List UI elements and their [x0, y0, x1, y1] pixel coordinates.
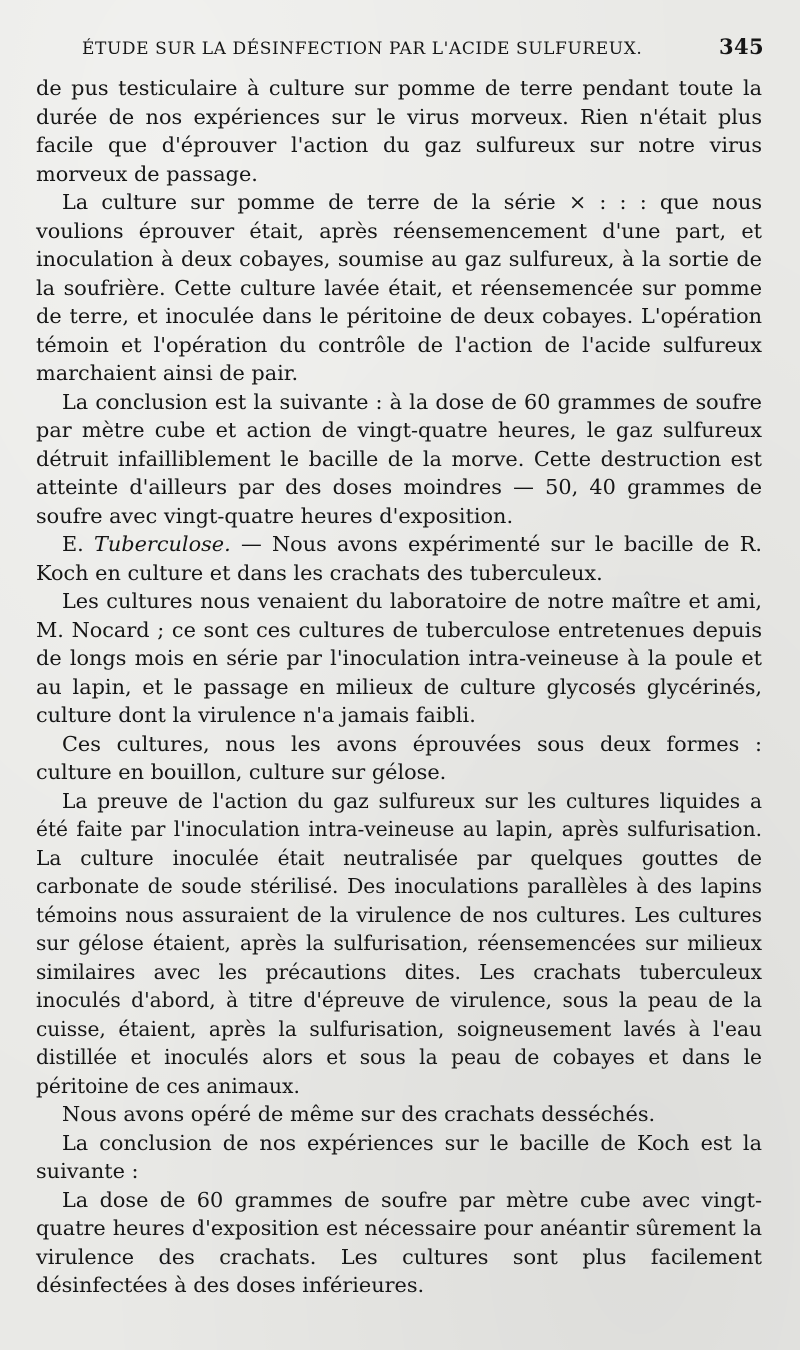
- running-title: ÉTUDE SUR LA DÉSINFECTION PAR L'ACIDE SULFUREUX.: [82, 39, 643, 59]
- paragraph-deux-formes: Ces cultures, nous les avons éprouvées sous deux formes : culture en bouillon, culture sur gélose.: [36, 731, 762, 784]
- paragraph-preuve-action: La preuve de l'action du gaz sulfureux sur les cultures liquides a été faite par l'inoculation intra-veineuse au lapin, après sulfurisation. La culture inoculée était neutralisée par quelques gouttes de carbonate de soude stérilisé. Des inoculations parallèles à des lapins témoins nous assuraient de la virulence de nos cultures. Les cultures sur gélose étaient, après la sulfurisation, réensemencées sur milieux similaires avec les précautions dites. Les crachats tuberculeux inoculés d'abord, à titre d'épreuve de virulence, sous la peau de la cuisse, étaient, après la sulfurisation, soigneusement lavés à l'eau distillée et inoculés alors et sous la peau de cobayes et dans le péritoine de ces animaux.: [36, 788, 762, 1098]
- paragraph-morve-continuation: de pus testiculaire à culture sur pomme de terre pendant toute la durée de nos expériences sur le virus morveux. Rien n'était plus facile que d'éprouver l'action du gaz sulfureux sur notre virus morveux de passage.: [36, 76, 762, 186]
- page-number: 345: [718, 34, 764, 59]
- running-head: [82, 34, 764, 74]
- section-label: E.: [62, 532, 84, 556]
- paragraph-crachats-desseches: Nous avons opéré de même sur des crachats desséchés.: [62, 1102, 656, 1126]
- paragraph-cultures-origine: Les cultures nous venaient du laboratoire de notre maître et ami, M. Nocard ; ce sont ces cultures de tuberculose entretenues depuis de longs mois en série par l'inoculation intra-veineuse à la poule et au lapin, et le passage en milieux de culture glycosés glycérinés, culture dont la virulence n'a jamais faibli.: [36, 589, 762, 727]
- section-text: — Nous avons expérimenté sur le bacille de R. Koch en culture et dans les crachats des tuberculeux.: [36, 532, 762, 585]
- paragraph-conclusion-morve: La conclusion est la suivante : à la dose de 60 grammes de soufre par mètre cube et action de vingt-quatre heures, le gaz sulfureux détruit infailliblement le bacille de la morve. Cette destruction est atteinte d'ailleurs par des doses moindres — 50, 40 grammes de soufre avec vingt-quatre heures d'exposition.: [36, 389, 762, 528]
- paragraph-tuberculose-heading: [36, 530, 762, 587]
- body-text: [36, 74, 762, 1300]
- paragraph-conclusion-koch-intro: La conclusion de nos expériences sur le bacille de Koch est la suivante :: [36, 1130, 762, 1183]
- paragraph-culture-serie: La culture sur pomme de terre de la série × : : : que nous voulions éprouver était, après réensemencement d'une part, et inoculation à deux cobayes, soumise au gaz sulfureux, à la sortie de la soufrière. Cette culture lavée était, et réensemencée sur pomme de terre, et inoculée dans le péritoine de deux cobayes. L'opération témoin et l'opération du contrôle de l'action de l'acide sulfureux marchaient ainsi de pair.: [36, 190, 762, 385]
- section-title: Tuberculose.: [94, 532, 231, 556]
- paragraph-conclusion-koch: La dose de 60 grammes de soufre par mètre cube avec vingt-quatre heures d'exposition est nécessaire pour anéantir sûrement la virulence des crachats. Les cultures sont plus facilement désinfectées à des doses inférieures.: [36, 1187, 762, 1297]
